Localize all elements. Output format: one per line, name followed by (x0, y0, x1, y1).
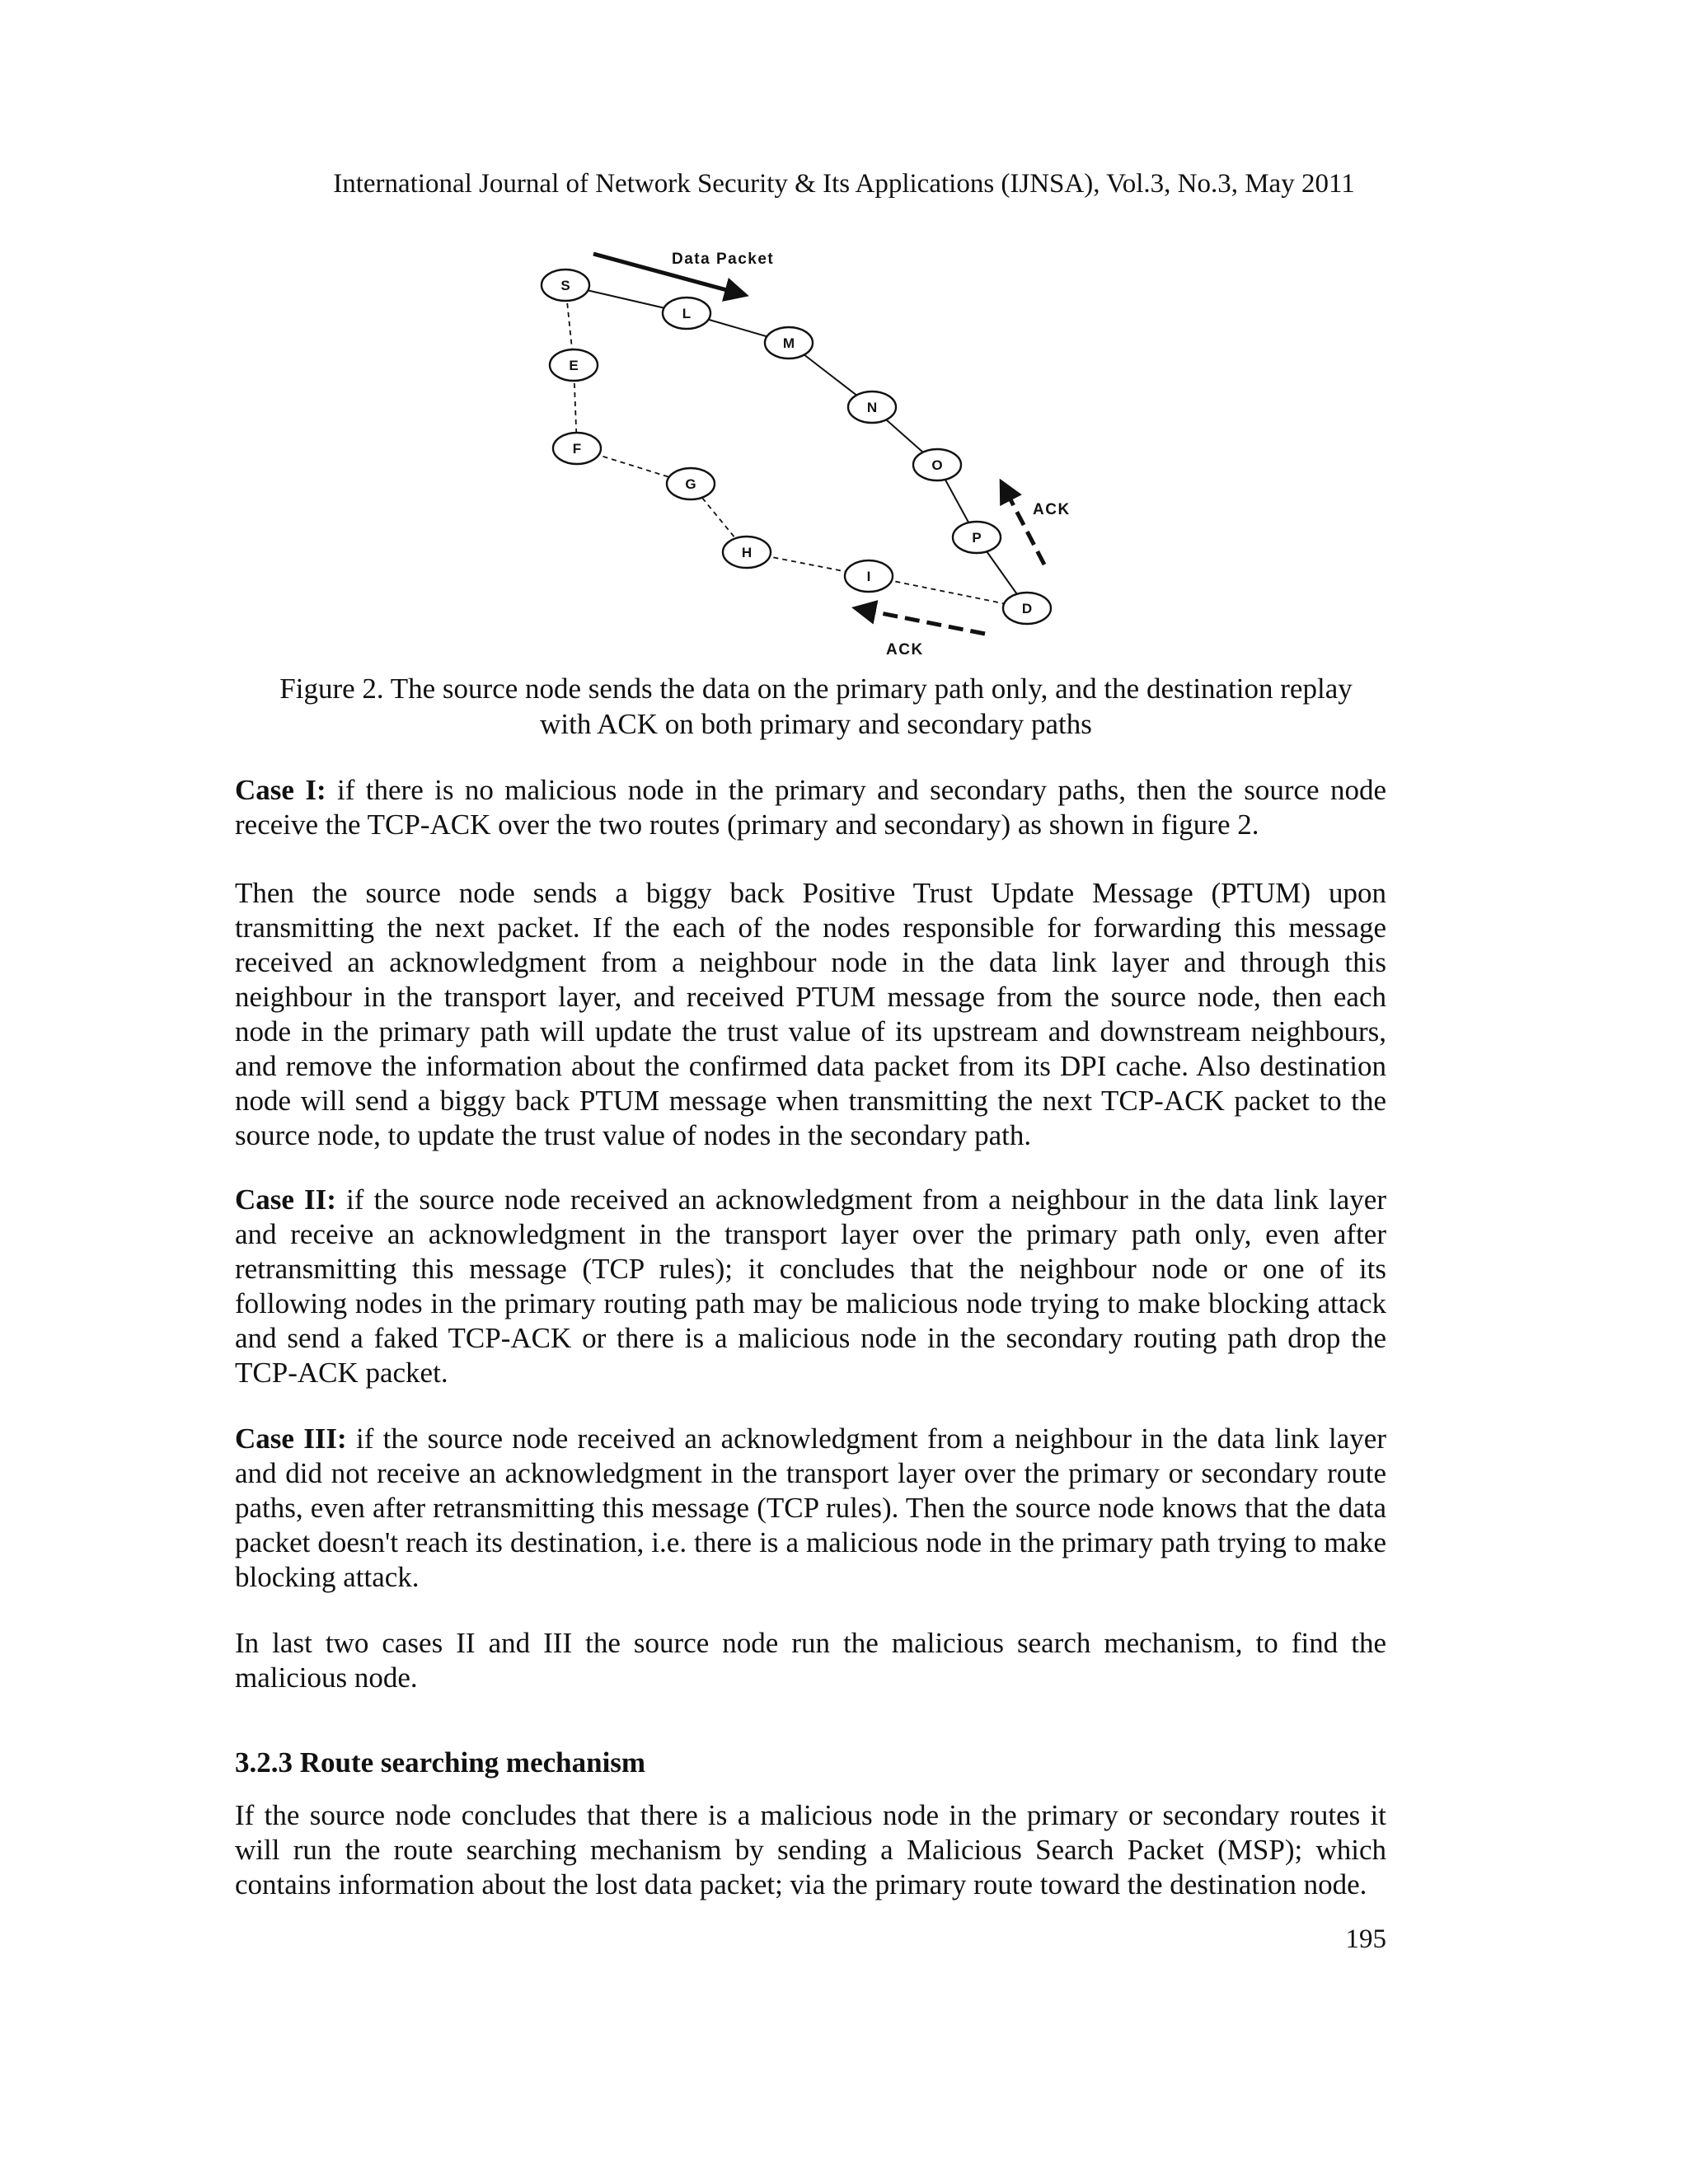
ack-secondary-label: ACK (886, 641, 924, 658)
svg-text:P: P (972, 530, 982, 546)
paragraph-route-searching: If the source node concludes that there is a malicious node in the primary or secondary routes it will run the route searching mechanism by sending a Malicious Search Packet (MSP); which contains information about the lost data packet; via the primary route toward the destination node. (235, 1799, 1386, 1900)
node-o (913, 449, 961, 480)
case-3-text: if the source node received an acknowledgment from a neighbour in the data link layer and did not receive an acknowledgment in the transport layer over the primary or secondary route paths, even after retransmitting this message (TCP rules). Then the source node knows that the data packet doesn't reach its destination, i.e. there is a malicious node in the primary path trying to make blocking attack. (235, 1422, 1386, 1593)
node-f (553, 433, 601, 464)
paragraph-ptum: Then the source node sends a biggy back Positive Trust Update Message (PTUM) upon transmitting the next packet. If the each of the nodes responsible for forwarding this message received an acknowledgment from a neighbour node in the data link layer and through this neighbour in the transport layer, and received PTUM message from the source node, then each node in the primary path will update the trust value of its upstream and downstream neighbours, and remove the information about the confirmed data packet from its DPI cache. Also destination node will send a biggy back PTUM message when transmitting the next TCP-ACK packet to the source node, to update the trust value of nodes in the secondary path. (235, 877, 1386, 1151)
node-s (542, 269, 589, 301)
paragraph-last-cases: In last two cases II and III the source node run the malicious search mechanism, to find the malicious node. (235, 1627, 1386, 1694)
paragraph-case-1 (235, 773, 1386, 842)
node-g (667, 468, 715, 499)
svg-text:L: L (682, 306, 692, 321)
data-packet-label: Data Packet (672, 251, 775, 268)
page-number: 195 (1345, 1924, 1386, 1954)
svg-text:O: O (931, 457, 943, 473)
figure-2-diagram (495, 239, 1104, 668)
case-2-label: Case II: (235, 1183, 336, 1216)
paragraph-case-2 (235, 1183, 1386, 1390)
node-i (845, 560, 893, 592)
svg-text:H: H (741, 545, 753, 560)
node-m (765, 327, 813, 359)
svg-text:G: G (685, 476, 696, 492)
svg-text:F: F (572, 441, 582, 457)
svg-text:D: D (1021, 601, 1033, 616)
ack-secondary-arrow (856, 608, 985, 634)
case-1-label: Case I: (235, 774, 326, 806)
case-2-text: if the source node received an acknowledgment from a neighbour in the data link layer and receive an acknowledgment in the transport layer over the primary path only, even after retransmitting this message (TCP rules); it concludes that the neighbour node or one of its following nodes in the primary routing path may be malicious node trying to make blocking attack and send a faked TCP-ACK or there is a malicious node in the secondary routing path drop the TCP-ACK packet. (235, 1183, 1386, 1389)
svg-text:N: N (866, 400, 878, 415)
svg-text:I: I (866, 569, 871, 584)
case-1-text: if there is no malicious node in the primary and secondary paths, then the source node receive the TCP-ACK over the two routes (primary and secondary) as shown in figure 2. (235, 774, 1386, 841)
caption-line-1: Figure 2. The source node sends the data on the primary path only, and the destination replay (279, 673, 1353, 705)
node-h (723, 537, 771, 568)
paragraph-case-3 (235, 1422, 1386, 1595)
case-3-label: Case III: (235, 1422, 347, 1455)
running-header: International Journal of Network Security & Its Applications (IJNSA), Vol.3, No.3, May 2011 (333, 169, 1355, 199)
node-p (953, 522, 1001, 553)
network-diagram (495, 239, 1104, 668)
node-d (1003, 593, 1051, 624)
node-e (550, 349, 598, 381)
ack-primary-label: ACK (1033, 501, 1071, 518)
caption-line-2: with ACK on both primary and secondary paths (540, 708, 1092, 740)
section-heading: 3.2.3 Route searching mechanism (235, 1746, 646, 1779)
node-l (663, 298, 710, 329)
figure-caption (239, 671, 1393, 742)
svg-text:E: E (569, 358, 579, 373)
ack-primary-arrow (1001, 482, 1044, 565)
node-n (848, 391, 896, 423)
svg-text:S: S (560, 278, 570, 293)
svg-text:M: M (782, 335, 795, 351)
